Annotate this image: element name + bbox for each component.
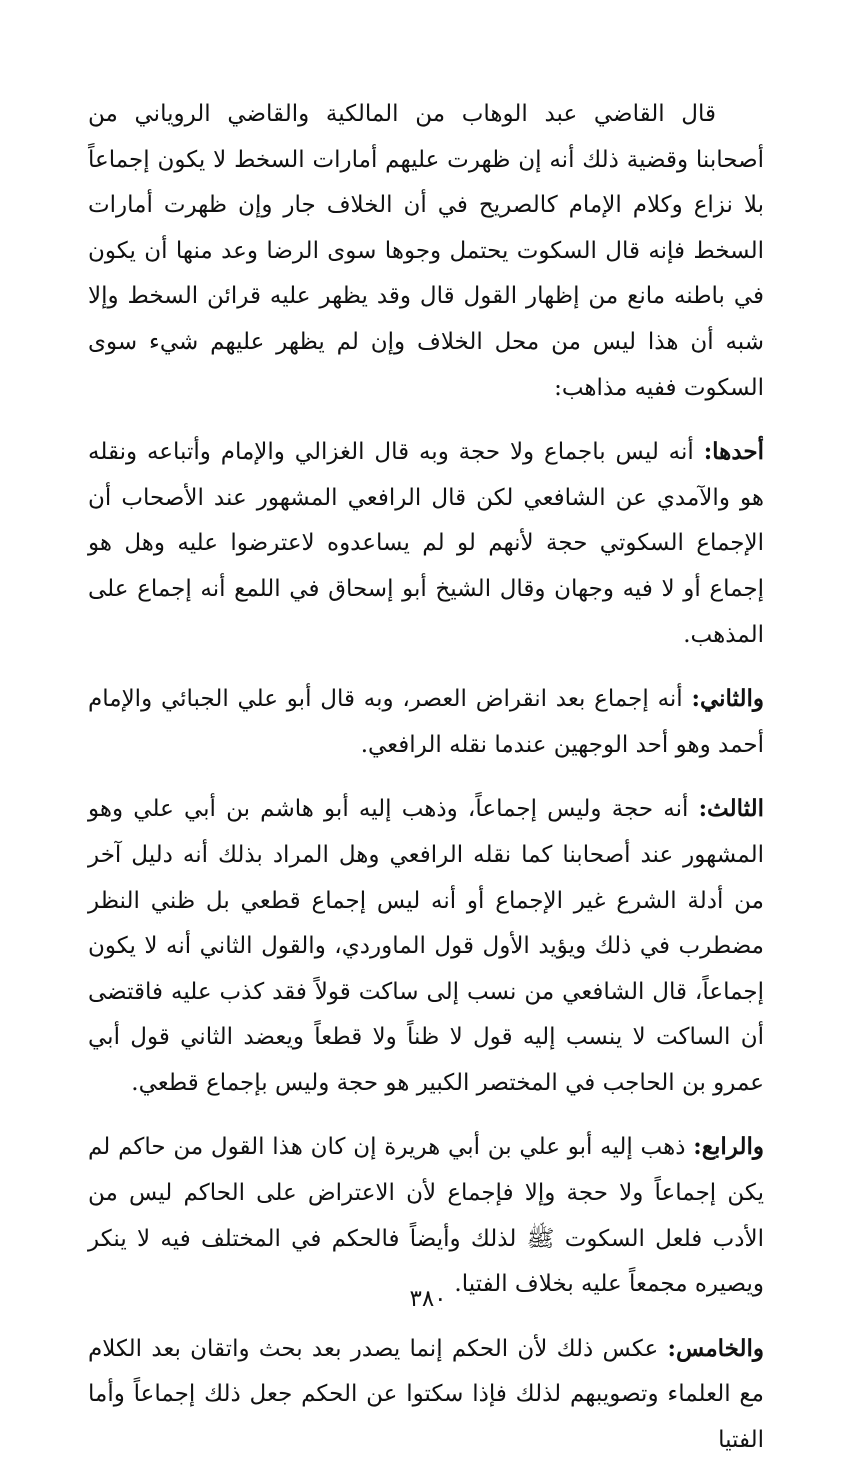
section-fourth-opinion [88, 1124, 764, 1307]
section-heading: أحدها: [703, 438, 764, 466]
page-body [88, 92, 764, 1482]
section-third-opinion [88, 786, 764, 1106]
section-text: ذهب إليه أبو علي بن أبي هريرة إن كان هذا القول من حاكم لم يكن إجماعاً ولا حجة وإلا فإجماع لأن الاعتراض على الحاكم ليس من الأدب فلعل السكوت ﷺ لذلك وأيضاً فالحكم في المختلف فيه لا ينكر ويصيره مجمعاً عليه بخلاف الفتيا. [88, 1134, 764, 1298]
intro-paragraph: قال القاضي عبد الوهاب من المالكية والقاضي الروياني من أصحابنا وقضية ذلك أنه إن ظهرت عليهم أمارات السخط لا يكون إجماعاً بلا نزاع وكلام الإمام كالصريح في أن الخلاف جار وإن ظهرت أمارات السخط فإنه قال السكوت يحتمل وجوها سوى الرضا وعد منها أن يكون في باطنه مانع من إظهار القول قال وقد يظهر عليه قرائن السخط وإلا شبه أن هذا ليس من محل الخلاف وإن لم يظهر عليهم شيء سوى السكوت ففيه مذاهب: [88, 101, 764, 401]
section-heading: والرابع: [693, 1133, 764, 1161]
section-first-opinion [88, 429, 764, 658]
section-text: عكس ذلك لأن الحكم إنما يصدر بعد بحث واتقان بعد الكلام مع العلماء وتصويبهم لذلك فإذا سكتوا عن الحكم جعل ذلك إجماعاً وأما الفتيا [88, 1335, 764, 1454]
section-text: أنه إجماع بعد انقراض العصر، وبه قال أبو علي الجبائي والإمام أحمد وهو أحد الوجهين عندما نقله الرافعي. [88, 686, 764, 758]
section-heading: الثالث: [698, 795, 764, 823]
section-fifth-opinion [88, 1326, 764, 1464]
section-text: أنه حجة وليس إجماعاً، وذهب إليه أبو هاشم بن أبي علي وهو المشهور عند أصحابنا كما نقله الرافعي وهل المراد بذلك أنه دليل آخر من أدلة الشرع غير الإجماع أو أنه ليس إجماع قطعي بل ظني النظر مضطرب في ذلك ويؤيد الأول قول الماوردي، والقول الثاني أنه لا يكون إجماعاً، قال الشافعي من نسب إلى ساكت قولاً فقد كذب عليه فاقتضى أن الساكت لا ينسب إليه قول لا ظناً ولا قطعاً ويعضد الثاني قول أبي عمرو بن الحاجب في المختصر الكبير هو حجة وليس بإجماع قطعي. [88, 796, 764, 1096]
section-text: أنه ليس باجماع ولا حجة وبه قال الغزالي والإمام وأتباعه ونقله هو والآمدي عن الشافعي لكن قال الرافعي المشهور عند الأصحاب أن الإجماع السكوتي حجة لأنهم لو لم يساعدوه لاعترضوا عليه وهل هو إجماع أو لا فيه وجهان وقال الشيخ أبو إسحاق في اللمع أنه إجماع على المذهب. [88, 439, 764, 648]
section-second-opinion [88, 676, 764, 768]
section-heading: والخامس: [667, 1334, 764, 1362]
page-number: ٣٨٠ [409, 1286, 447, 1312]
section-heading: والثاني: [691, 685, 764, 713]
